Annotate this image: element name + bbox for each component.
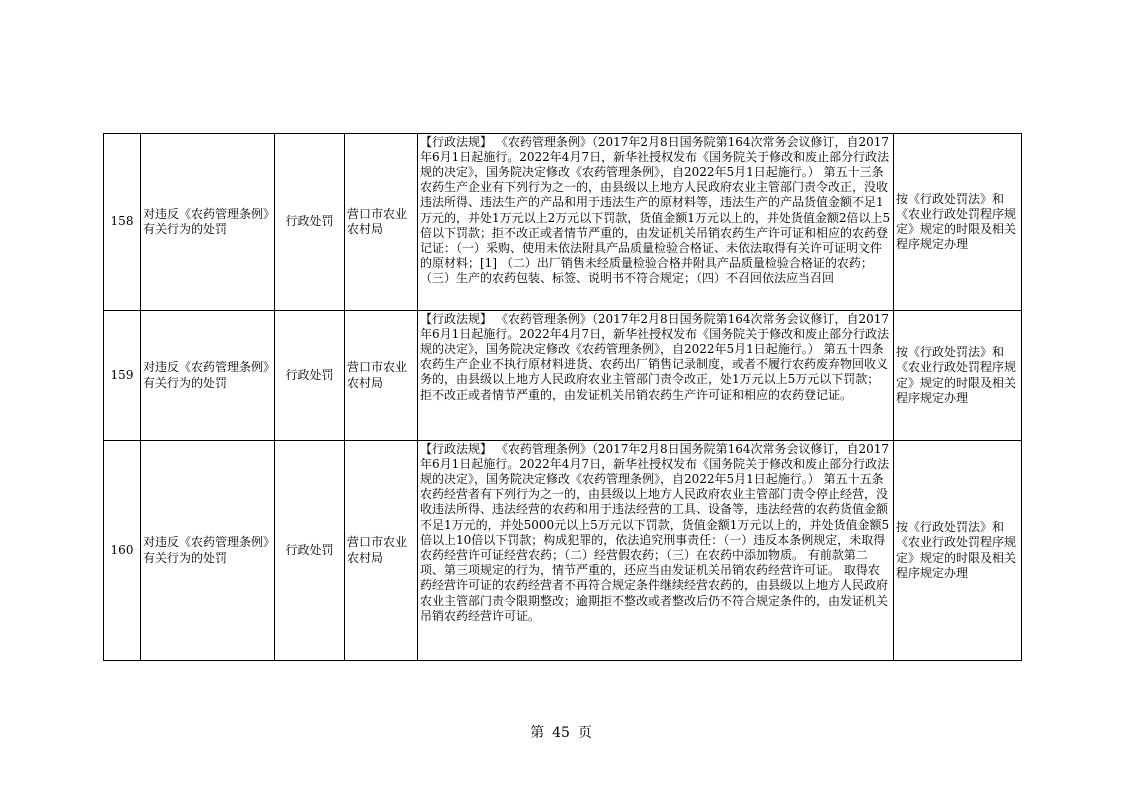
legal-basis-cell [418, 311, 894, 441]
table-row [104, 441, 1022, 661]
department: 营口市农业农村局 [345, 134, 418, 311]
procedure: 按《行政处罚法》和《农业行政处罚程序规定》规定的时限及相关程序规定办理 [894, 441, 1022, 661]
row-number: 160 [104, 441, 141, 661]
item-name: 对违反《农药管理条例》有关行为的处罚 [141, 441, 275, 661]
legal-basis-text: 【行政法规】 《农药管理条例》（2017年2月8日国务院第164次常务会议修订，自2017年6月1日起施行。2022年4月7日，新华社授权发布《国务院关于修改和废止部分行政法规的决定》，国务院决定修改《农药管理条例》，自2022年5月1日起施行。） 第五十四条 农药生产企业不执行原材料进货、农药出厂销售记录制度，或者不履行农药废弃物回收义务的，由县级以上地方人民政府农业主管部门责令改正，处1万元以上5万元以下罚款；拒不改正或者情节严重的，由发证机关吊销农药生产许可证和相应的农药登记证。 [420, 311, 890, 402]
item-category: 行政处罚 [275, 311, 345, 441]
item-category: 行政处罚 [275, 134, 345, 311]
page-number: 45 [552, 725, 570, 741]
row-number: 158 [104, 134, 141, 311]
legal-basis-cell [418, 134, 894, 311]
legal-basis-cell [418, 441, 894, 661]
procedure: 按《行政处罚法》和《农业行政处罚程序规定》规定的时限及相关程序规定办理 [894, 134, 1022, 311]
procedure: 按《行政处罚法》和《农业行政处罚程序规定》规定的时限及相关程序规定办理 [894, 311, 1022, 441]
item-category: 行政处罚 [275, 441, 345, 661]
table-row [104, 311, 1022, 441]
page-label-prefix: 第 [530, 725, 545, 741]
legal-basis-text: 【行政法规】 《农药管理条例》（2017年2月8日国务院第164次常务会议修订，自2017年6月1日起施行。2022年4月7日，新华社授权发布《国务院关于修改和废止部分行政法规的决定》，国务院决定修改《农药管理条例》，自2022年5月1日起施行。） 第五十三条 农药生产企业有下列行为之一的，由县级以上地方人民政府农业主管部门责令改正，没收违法所得、违法生产的产品和用于违法生产的原材料等，违法生产的产品货值金额不足1万元的，并处1万元以上2万元以下罚款，货值金额1万元以上的，并处货值金额2倍以上5倍以下罚款；拒不改正或者情节严重的，由发证机关吊销农药生产许可证和相应的农药登记证：（一）采购、使用未依法附具产品质量检验合格证、未依法取得有关许可证明文件的原材料；[1] （二）出厂销售未经质量检验合格并附具产品质量检验合格证的农药；（三）生产的农药包装、标签、说明书不符合规定；（四）不召回依法应当召回 [420, 134, 891, 286]
department: 营口市农业农村局 [345, 441, 418, 661]
page-footer [0, 722, 1122, 742]
page-label-suffix: 页 [577, 725, 592, 741]
regulation-table [103, 133, 1022, 661]
legal-basis-text: 【行政法规】 《农药管理条例》（2017年2月8日国务院第164次常务会议修订，自2017年6月1日起施行。2022年4月7日，新华社授权发布《国务院关于修改和废止部分行政法规的决定》，国务院决定修改《农药管理条例》，自2022年5月1日起施行。） 第五十五条 农药经营者有下列行为之一的，由县级以上地方人民政府农业主管部门责令停止经营，没收违法所得、违法经营的农药和用于违法经营的工具、设备等，违法经营的农药货值金额不足1万元的，并处5000元以上5万元以下罚款，货值金额1万元以上的，并处货值金额5倍以上10倍以下罚款；构成犯罪的，依法追究刑事责任：（一）违反本条例规定，未取得农药经营许可证经营农药；（二）经营假农药；（三）在农药中添加物质。 有前款第二项、第三项规定的行为，情节严重的，还应当由发证机关吊销农药经营许可证。 取得农药经营许可证的农药经营者不再符合规定条件继续经营农药的，由县级以上地方人民政府农业主管部门责令限期整改；逾期拒不整改或者整改后仍不符合规定条件的，由发证机关吊销农药经营许可证。 [420, 441, 890, 623]
row-number: 159 [104, 311, 141, 441]
item-name: 对违反《农药管理条例》有关行为的处罚 [141, 134, 275, 311]
table-row [104, 134, 1022, 311]
item-name: 对违反《农药管理条例》有关行为的处罚 [141, 311, 275, 441]
department: 营口市农业农村局 [345, 311, 418, 441]
